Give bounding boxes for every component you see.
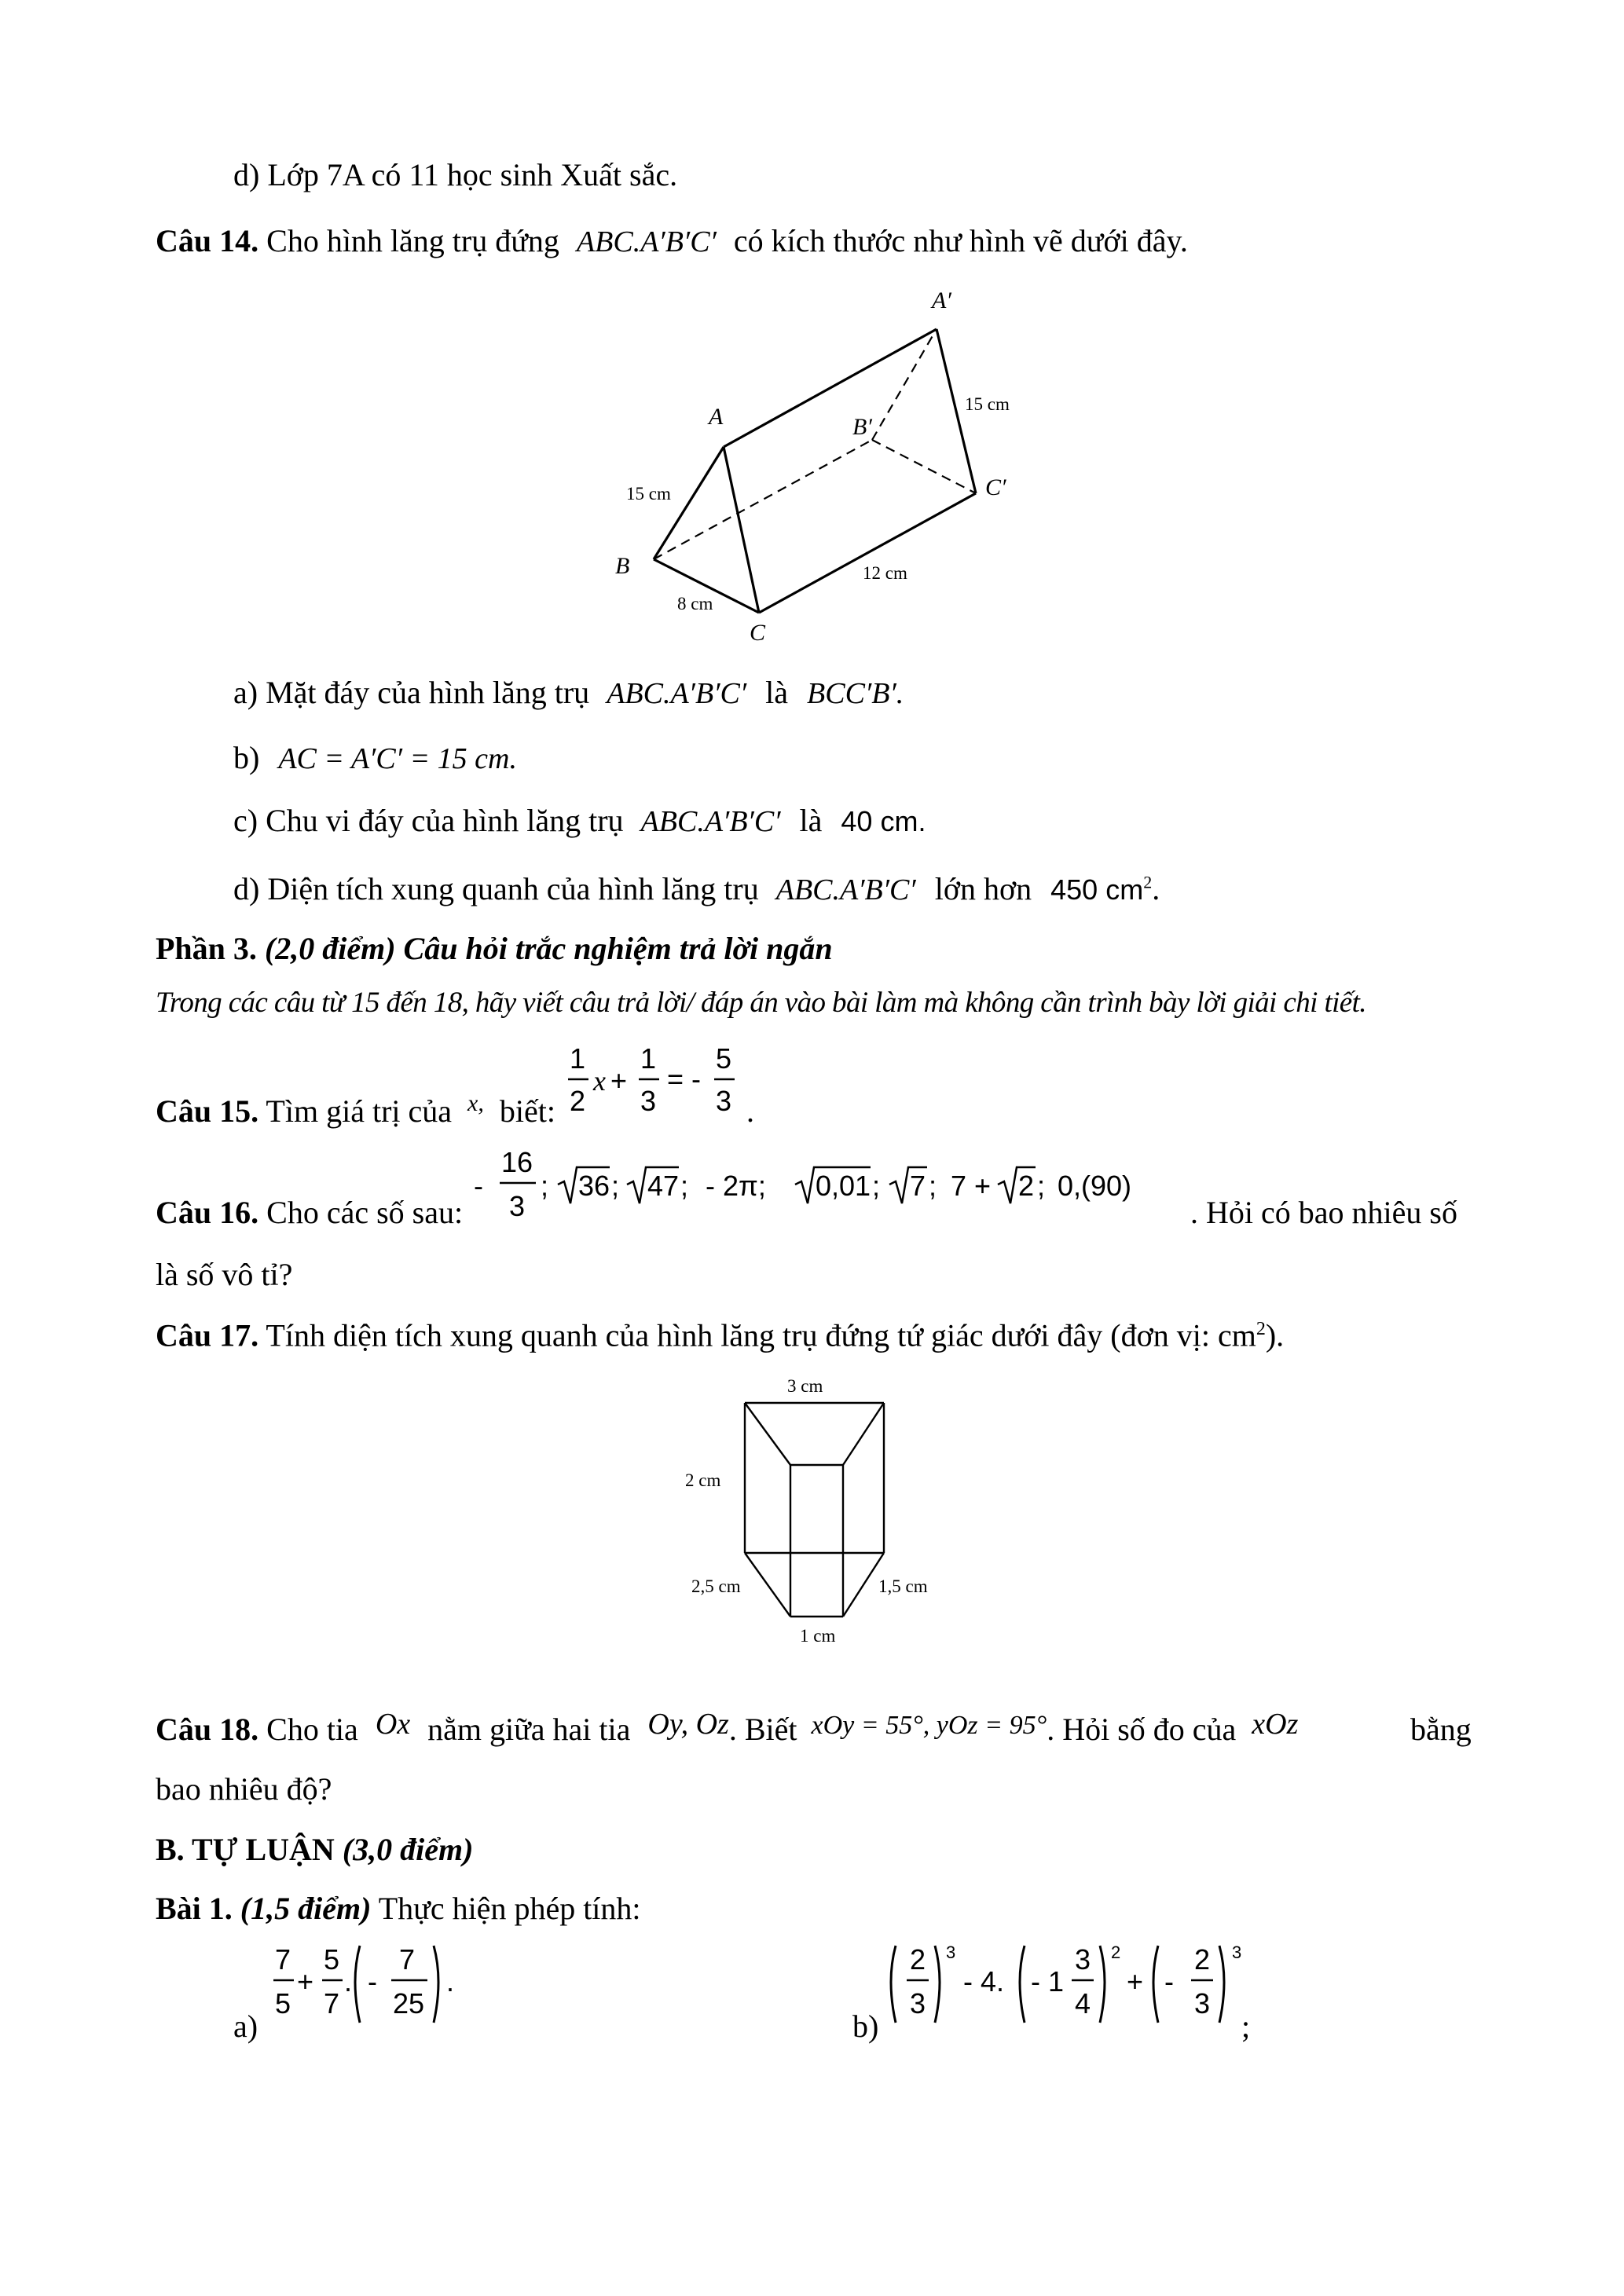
- b-paren2-right: [1100, 1946, 1105, 2023]
- q14-d-text: d) Diện tích xung quanh của hình lăng trụ: [233, 871, 759, 906]
- vertex-C1: C′: [985, 474, 1006, 500]
- q14-a-text: a) Mặt đáy của hình lăng trụ: [233, 675, 590, 710]
- a-d3: 25: [393, 1987, 425, 2020]
- q14-d-value: 450 cm: [1050, 873, 1144, 906]
- b-e1: 3: [946, 1943, 956, 1962]
- q16-r2: 47: [647, 1170, 680, 1202]
- a-d2: 7: [324, 1987, 340, 2020]
- q14-a-prism: ABC.A′B′C′: [607, 677, 747, 710]
- q16-frac-den: 3: [509, 1190, 526, 1222]
- q14-b-label: b): [233, 740, 260, 775]
- q17-exponent: 2: [1256, 1319, 1266, 1339]
- a-paren-left: [355, 1946, 360, 2023]
- vertex-C: C: [750, 620, 766, 646]
- q14-c-prism: ABC.A′B′C′: [640, 805, 781, 838]
- label-bottom: 1 cm: [800, 1626, 836, 1646]
- q15-d3: 3: [716, 1085, 732, 1117]
- q18-text2: nằm giữa hai tia: [427, 1712, 631, 1747]
- q14-option-b: [233, 742, 517, 774]
- bai1-b-end: ;: [1241, 2009, 1251, 2044]
- label-left: 2,5 cm: [691, 1576, 741, 1596]
- q16-two-pi: - 2π;: [706, 1170, 766, 1202]
- b-neg2: -: [1164, 1965, 1174, 1998]
- q15-text: Tìm giá trị của: [266, 1093, 453, 1129]
- label-height: 2 cm: [685, 1470, 721, 1490]
- b-d1: 3: [910, 1987, 926, 2020]
- q18-text1: Cho tia: [266, 1712, 358, 1747]
- b-paren3-right: [1219, 1946, 1224, 2023]
- q16-text: Cho các số sau:: [266, 1195, 464, 1230]
- q14-option-d: [233, 873, 1160, 905]
- vertex-B1: B′: [852, 414, 872, 440]
- q16-sep4: ;: [872, 1170, 881, 1202]
- q14-d-end: .: [1152, 871, 1160, 906]
- bai1-a-expression: [267, 1936, 487, 2042]
- q15-d1: 2: [570, 1085, 586, 1117]
- q13-option-d: d) Lớp 7A có 11 học sinh Xuất sắc.: [233, 157, 678, 192]
- q18-ray: Ox: [375, 1708, 411, 1741]
- b-paren2-left: [1020, 1946, 1025, 2023]
- q18-text3: . Biết: [728, 1712, 797, 1747]
- bai1-label: Bài 1.: [156, 1891, 233, 1926]
- q14-text: Cho hình lăng trụ đứng: [266, 223, 559, 258]
- a-n2: 5: [324, 1943, 340, 1976]
- q16-sep5: ;: [929, 1170, 937, 1202]
- b-paren1-right: [935, 1946, 940, 2023]
- q16-label: Câu 16.: [156, 1195, 259, 1230]
- a-paren-right: [434, 1946, 438, 2023]
- q18-line2: bao nhiêu độ?: [156, 1771, 332, 1807]
- q14-a-mid: là: [765, 675, 789, 710]
- prism-figure: [597, 283, 1037, 652]
- q16-sep6: ;: [1037, 1170, 1046, 1202]
- b-n1: 2: [910, 1943, 926, 1976]
- q15-n3: 5: [716, 1042, 732, 1075]
- label-CC1: 12 cm: [863, 563, 907, 583]
- b-minus: - 4.: [963, 1965, 1005, 1998]
- q15-x: x: [593, 1065, 606, 1097]
- trapezoid-prism-figure: [676, 1367, 959, 1657]
- q14-d-exponent: 2: [1143, 872, 1153, 892]
- q17-label: Câu 17.: [156, 1317, 259, 1353]
- q16-neg: -: [474, 1170, 483, 1202]
- bai1-b-label: b): [852, 2009, 879, 2044]
- q18-angles: xOy = 55°, yOz = 95°: [811, 1711, 1047, 1740]
- q14-c-text: c) Chu vi đáy của hình lăng trụ: [233, 803, 624, 838]
- a-plus: +: [297, 1965, 314, 1998]
- q15-n1: 1: [570, 1042, 586, 1075]
- q16-last: 0,(90): [1058, 1170, 1132, 1202]
- bai1-line: [156, 1893, 641, 1924]
- q14-a-face: BCC′B′.: [807, 677, 904, 710]
- part3-instruction: Trong các câu từ 15 đến 18, hãy viết câu trả lời/ đáp án vào bài làm mà không cần trình bày lời giải chi tiết.: [156, 987, 1366, 1019]
- b-e2: 2: [1111, 1943, 1121, 1962]
- q15-text2: biết:: [499, 1093, 555, 1129]
- a-d1: 5: [275, 1987, 291, 2020]
- q15-plus: +: [610, 1064, 628, 1097]
- b-e3: 3: [1232, 1943, 1242, 1962]
- q18-line: [156, 1708, 1476, 1747]
- q14-label: Câu 14.: [156, 223, 259, 258]
- q16-r5: 2: [1018, 1170, 1035, 1202]
- q16-seven-plus: 7 +: [951, 1170, 992, 1202]
- a-dot: .: [344, 1965, 353, 1998]
- bai1-points: (1,5 điểm): [240, 1891, 372, 1926]
- b-neg1: - 1: [1031, 1965, 1065, 1998]
- q15-var: x,: [467, 1090, 484, 1116]
- q16-frac-num: 16: [501, 1146, 533, 1178]
- q16-sep1: ;: [541, 1170, 549, 1202]
- q14-c-mid: là: [799, 803, 823, 838]
- label-AB: 15 cm: [626, 484, 671, 504]
- part3-label: Phần 3.: [156, 931, 257, 966]
- q14-text-after: có kích thước như hình vẽ dưới đây.: [733, 223, 1188, 258]
- q15-equals: = -: [667, 1063, 702, 1095]
- q18-text5: bằng: [1410, 1712, 1472, 1747]
- q14-option-a: [233, 677, 904, 709]
- bai1-text: Thực hiện phép tính:: [378, 1891, 641, 1926]
- q17-end: ).: [1265, 1317, 1285, 1353]
- q16-r4: 7: [910, 1170, 926, 1202]
- vertex-B: B: [615, 553, 630, 579]
- b-d3: 3: [1194, 1987, 1211, 2020]
- q14-line: [156, 225, 1188, 257]
- q14-d-prism: ABC.A′B′C′: [775, 873, 916, 906]
- q18-label: Câu 18.: [156, 1712, 259, 1747]
- q15-end: .: [746, 1093, 754, 1129]
- q16-question: . Hỏi có bao nhiêu số: [1190, 1195, 1457, 1230]
- part3-heading: [156, 933, 833, 965]
- b-d2: 4: [1075, 1987, 1091, 2020]
- q14-d-mid: lớn hơn: [934, 871, 1032, 906]
- q17-line: [156, 1317, 1285, 1353]
- q17-text: Tính diện tích xung quanh của hình lăng trụ đứng tứ giác dưới đây (đơn vị: cm: [266, 1317, 1256, 1353]
- partB-points: (3,0 điểm): [342, 1832, 474, 1867]
- q15-label: Câu 15.: [156, 1093, 259, 1129]
- b-n3: 2: [1194, 1943, 1211, 1976]
- partB-label: B. TỰ LUẬN: [156, 1832, 335, 1867]
- q15-d2: 3: [640, 1085, 657, 1117]
- q18-rays: Oy, Oz: [647, 1708, 729, 1741]
- a-end: .: [446, 1965, 455, 1998]
- vertex-A1: A′: [932, 287, 951, 313]
- b-n2: 3: [1075, 1943, 1091, 1976]
- b-paren1-left: [891, 1946, 896, 2023]
- bai1-a-label: a): [233, 2009, 258, 2044]
- bai1-b-expression: [886, 1936, 1263, 2042]
- q16-sep3: ;: [680, 1170, 689, 1202]
- q15-line: [156, 1090, 555, 1129]
- q18-text4: . Hỏi số đo của: [1047, 1712, 1237, 1747]
- q16-r1: 36: [578, 1170, 610, 1202]
- a-neg: -: [368, 1965, 377, 1998]
- b-plus: +: [1127, 1965, 1144, 1998]
- vertex-A: A: [709, 404, 724, 430]
- a-n1: 7: [275, 1943, 291, 1976]
- q15-equation: [562, 1037, 766, 1131]
- part3-title: (2,0 điểm) Câu hỏi trắc nghiệm trả lời ngắn: [264, 931, 833, 966]
- q14-prism: ABC.A′B′C′: [576, 225, 717, 258]
- b-paren3-left: [1153, 1946, 1158, 2023]
- label-BC: 8 cm: [677, 594, 713, 613]
- q16-numbers: [470, 1141, 1193, 1235]
- partB-heading: [156, 1834, 473, 1866]
- label-A1C1: 15 cm: [965, 394, 1010, 414]
- q14-b-math: AC = A′C′ = 15 cm.: [278, 742, 517, 775]
- a-n3: 7: [399, 1943, 416, 1976]
- q16-sep2: ;: [611, 1170, 620, 1202]
- q14-c-value: 40 cm.: [841, 805, 926, 837]
- label-top: 3 cm: [787, 1376, 823, 1396]
- q15-n2: 1: [640, 1042, 657, 1075]
- q16-r3: 0,01: [816, 1170, 871, 1202]
- q16-line: [156, 1197, 463, 1229]
- q16-line2: là số vô tỉ?: [156, 1257, 293, 1292]
- label-right: 1,5 cm: [878, 1576, 928, 1596]
- q14-option-c: [233, 805, 926, 837]
- q18-ask: xOz: [1252, 1708, 1299, 1741]
